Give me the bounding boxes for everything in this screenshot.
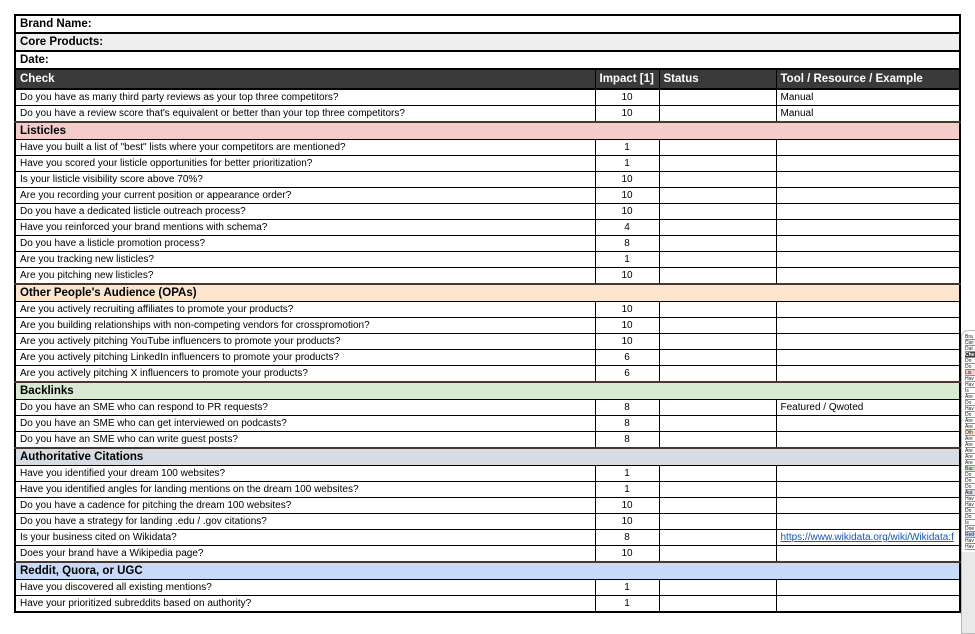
impact-cell: 1 [595,252,659,268]
status-cell [659,416,776,432]
tool-cell [776,318,960,334]
tool-cell [776,334,960,350]
column-header-0: Check [15,69,595,89]
thumbnail-mini-row: Do [965,400,975,406]
table-row [15,416,960,432]
check-cell: Do you have an SME who can get interviewed on podcasts? [15,416,595,432]
column-header-row [15,69,960,89]
tool-cell [776,366,960,383]
page-thumbnail-mini-table [965,334,975,550]
thumbnail-mini-row: Lis [965,370,975,376]
check-cell: Do you have as many third party reviews as your top three competitors? [15,89,595,106]
tool-cell [776,156,960,172]
table-row [15,334,960,350]
thumbnail-mini-row: Do [965,508,975,514]
table-row [15,596,960,613]
thumbnail-mini-row: Are [965,424,975,430]
impact-cell: 1 [595,466,659,482]
check-cell: Do you have a review score that's equivalent or better than your top three competitors? [15,106,595,123]
impact-cell: 1 [595,140,659,156]
table-row [15,530,960,546]
check-cell: Do you have a dedicated listicle outreach process? [15,204,595,220]
table-row [15,302,960,318]
impact-cell: 10 [595,546,659,563]
info-row-0 [15,15,960,33]
thumbnail-mini-row: Bra [965,334,975,340]
impact-cell: 4 [595,220,659,236]
table-row [15,156,960,172]
status-cell [659,498,776,514]
section-header-row-cell: Reddit, Quora, or UGC [15,562,960,580]
check-cell: Do you have a listicle promotion process? [15,236,595,252]
table-row [15,514,960,530]
thumbnail-mini-row: Dat [965,346,975,352]
wikidata-link[interactable]: https://www.wikidata.org/wiki/Wikidata:f [780,532,954,543]
tool-cell [776,350,960,366]
table-row [15,140,960,156]
impact-cell: 10 [595,302,659,318]
tool-cell [776,466,960,482]
info-row-2-cell: Date: [15,51,960,69]
impact-cell: 8 [595,416,659,432]
thumbnail-mini-row: Do [965,484,975,490]
table-row [15,498,960,514]
tool-cell [776,432,960,449]
tool-cell [776,268,960,285]
table-row [15,350,960,366]
tool-cell: Manual [776,89,960,106]
table-row [15,466,960,482]
table-row [15,172,960,188]
info-row-2 [15,51,960,69]
thumbnail-mini-row: Aut [965,490,975,496]
status-cell [659,580,776,596]
status-cell [659,156,776,172]
thumbnail-mini-row: Doe [965,526,975,532]
status-cell [659,546,776,563]
status-cell [659,220,776,236]
section-header-row-cell: Backlinks [15,382,960,400]
table-row [15,268,960,285]
tool-cell [776,188,960,204]
status-cell [659,236,776,252]
check-cell: Are you pitching new listicles? [15,268,595,285]
table-row [15,318,960,334]
section-header-row [15,284,960,302]
table-row [15,220,960,236]
thumbnail-mini-row: Hav [965,376,975,382]
impact-cell: 1 [595,580,659,596]
impact-cell: 10 [595,334,659,350]
impact-cell: 10 [595,498,659,514]
status-cell [659,366,776,383]
column-header-2: Status [659,69,776,89]
check-cell: Have you identified your dream 100 websites? [15,466,595,482]
thumbnail-mini-row: Is [965,388,975,394]
check-cell: Is your listicle visibility score above 70%? [15,172,595,188]
impact-cell: 8 [595,432,659,449]
tool-cell [776,236,960,252]
thumbnail-mini-row: Oth [965,430,975,436]
impact-cell: 1 [595,482,659,498]
thumbnail-mini-row: Are [965,418,975,424]
thumbnail-mini-row: Are [965,454,975,460]
column-header-3: Tool / Resource / Example [776,69,960,89]
check-cell: Are you tracking new listicles? [15,252,595,268]
check-cell: Have your prioritized subreddits based on authority? [15,596,595,613]
status-cell [659,204,776,220]
thumbnail-mini-row: Do [965,412,975,418]
status-cell [659,268,776,285]
thumbnail-mini-row: Cor [965,340,975,346]
section-header-row-cell: Other People's Audience (OPAs) [15,284,960,302]
tool-cell: Manual [776,106,960,123]
status-cell [659,350,776,366]
status-cell [659,89,776,106]
table-row [15,432,960,449]
impact-cell: 8 [595,236,659,252]
tool-cell [776,302,960,318]
section-header-row [15,562,960,580]
info-row-0-cell: Brand Name: [15,15,960,33]
status-cell [659,530,776,546]
thumbnail-mini-row: Do [965,478,975,484]
thumbnail-mini-row: Do [965,358,975,364]
tool-cell [776,546,960,563]
check-cell: Do you have an SME who can respond to PR requests? [15,400,595,416]
tool-cell [776,140,960,156]
thumbnail-mini-row: Hav [965,382,975,388]
checklist-sheet [14,14,959,613]
table-row [15,204,960,220]
check-cell: Have you discovered all existing mentions? [15,580,595,596]
tool-cell [776,220,960,236]
thumbnail-mini-row: Do [965,514,975,520]
check-cell: Are you actively recruiting affiliates to promote your products? [15,302,595,318]
table-row [15,400,960,416]
check-cell: Do you have a strategy for landing .edu / .gov citations? [15,514,595,530]
impact-cell: 8 [595,400,659,416]
tool-cell [776,498,960,514]
status-cell [659,106,776,123]
thumbnail-mini-row: Are [965,394,975,400]
tool-cell [776,580,960,596]
status-cell [659,302,776,318]
check-cell: Do you have a cadence for pitching the dream 100 websites? [15,498,595,514]
thumbnail-mini-row: Do [965,472,975,478]
info-row-1 [15,33,960,51]
check-cell: Do you have an SME who can write guest posts? [15,432,595,449]
impact-cell: 10 [595,188,659,204]
impact-cell: 10 [595,89,659,106]
table-row [15,236,960,252]
check-cell: Are you recording your current position or appearance order? [15,188,595,204]
tool-cell [776,172,960,188]
status-cell [659,318,776,334]
impact-cell: 1 [595,596,659,613]
page-thumbnail-footer-area [962,552,975,634]
thumbnail-mini-row: Are [965,436,975,442]
status-cell [659,172,776,188]
tool-cell [776,530,960,546]
status-cell [659,432,776,449]
check-cell: Is your business cited on Wikidata? [15,530,595,546]
status-cell [659,482,776,498]
thumbnail-mini-row: Hav [965,406,975,412]
impact-cell: 10 [595,318,659,334]
thumbnail-mini-row: Do [965,364,975,370]
section-header-row [15,122,960,140]
checklist-table [14,14,961,613]
tool-cell: Featured / Qwoted [776,400,960,416]
impact-cell: 6 [595,350,659,366]
thumbnail-mini-row: Are [965,448,975,454]
status-cell [659,466,776,482]
impact-cell: 1 [595,156,659,172]
table-row [15,106,960,123]
check-cell: Have you reinforced your brand mentions with schema? [15,220,595,236]
section-header-row-cell: Listicles [15,122,960,140]
status-cell [659,596,776,613]
tool-cell [776,514,960,530]
thumbnail-mini-row: Red [965,532,975,538]
status-cell [659,400,776,416]
check-cell: Are you actively pitching X influencers to promote your products? [15,366,595,383]
table-row [15,546,960,563]
table-row [15,188,960,204]
thumbnail-mini-row: Hav [965,502,975,508]
thumbnail-mini-row: Hav [965,538,975,544]
tool-cell [776,482,960,498]
table-row [15,580,960,596]
impact-cell: 10 [595,268,659,285]
impact-cell: 10 [595,204,659,220]
check-cell: Have you identified angles for landing mentions on the dream 100 websites? [15,482,595,498]
status-cell [659,140,776,156]
thumbnail-mini-row: Hav [965,496,975,502]
info-row-1-cell: Core Products: [15,33,960,51]
column-header-1: Impact [1] [595,69,659,89]
table-row [15,366,960,383]
thumbnail-mini-row: Che [965,352,975,358]
tool-cell [776,596,960,613]
tool-cell [776,204,960,220]
impact-cell: 10 [595,514,659,530]
impact-cell: 10 [595,172,659,188]
section-header-row [15,382,960,400]
check-cell: Are you actively pitching YouTube influencers to promote your products? [15,334,595,350]
thumbnail-mini-row: Bac [965,466,975,472]
thumbnail-mini-row: Are [965,460,975,466]
impact-cell: 10 [595,106,659,123]
check-cell: Have you built a list of "best" lists where your competitors are mentioned? [15,140,595,156]
table-row [15,252,960,268]
impact-cell: 6 [595,366,659,383]
page-thumbnail-panel[interactable] [961,330,975,634]
thumbnail-mini-row: Hav [965,544,975,550]
thumbnail-mini-row: Is [965,520,975,526]
status-cell [659,514,776,530]
status-cell [659,334,776,350]
impact-cell: 8 [595,530,659,546]
table-row [15,482,960,498]
tool-cell [776,416,960,432]
check-cell: Does your brand have a Wikipedia page? [15,546,595,563]
status-cell [659,252,776,268]
section-header-row-cell: Authoritative Citations [15,448,960,466]
check-cell: Are you building relationships with non-competing vendors for crosspromotion? [15,318,595,334]
section-header-row [15,448,960,466]
thumbnail-mini-row: Are [965,442,975,448]
status-cell [659,188,776,204]
tool-cell [776,252,960,268]
table-row [15,89,960,106]
check-cell: Have you scored your listicle opportunities for better prioritization? [15,156,595,172]
check-cell: Are you actively pitching LinkedIn influencers to promote your products? [15,350,595,366]
